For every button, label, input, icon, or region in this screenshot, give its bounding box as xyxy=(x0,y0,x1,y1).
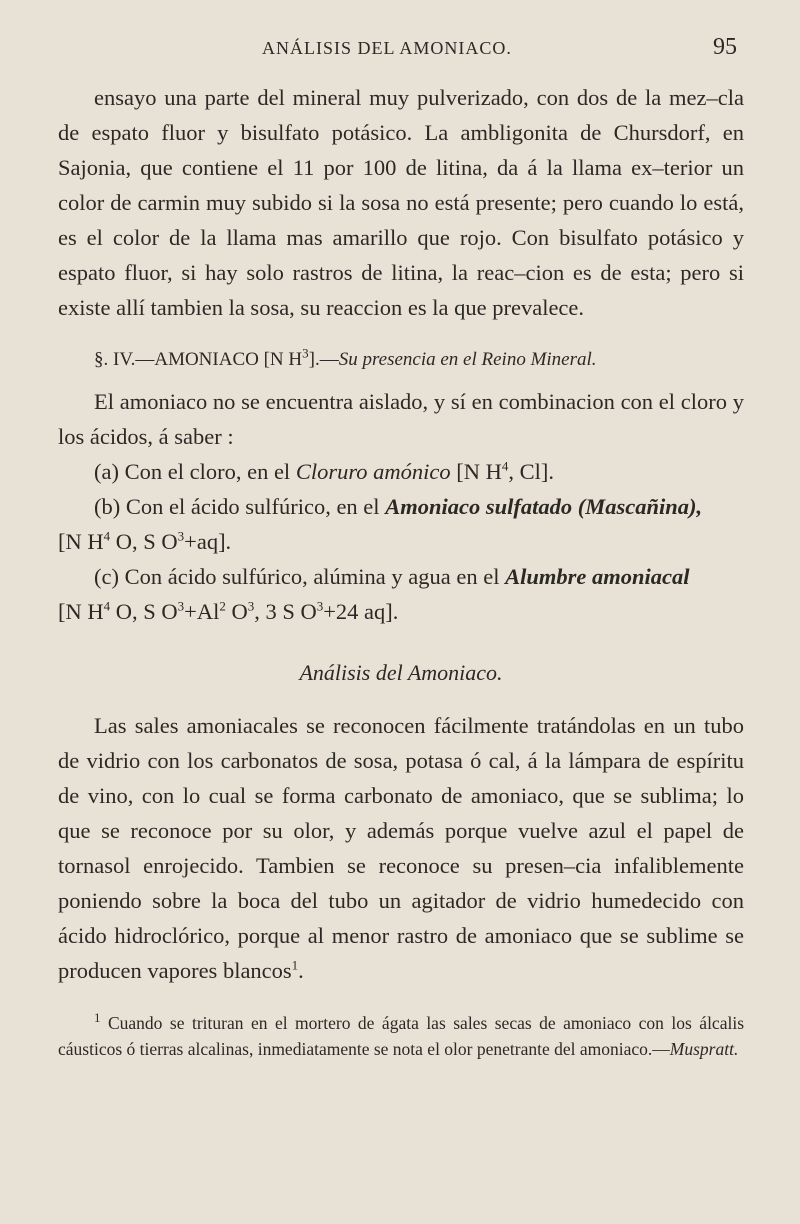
list-item-c: (c) Con ácido sulfúrico, alúmina y agua en el Alumbre amoniacal xyxy=(94,564,690,589)
list-item-c-formula: [N $H^4$ O, S $O^3+Al^2$ $O^3$, 3 S $O^3+24$ aq]. xyxy=(58,598,399,624)
analysis-paragraph: Las sales amoniacales se reconocen fácilmente tratándolas en un tubo de vidrio con los carbonatos de sosa, potasa ó cal, á la lámpara de espíritu de vino, con lo cual se forma carbonato de amoniaco, que se sublima; lo que se reconoce por su olor, y además porque vuelve azul el papel de tornasol enrojecido. Tambien se reconoce su presen–cia infaliblemente poniendo sobre la boca del tubo un agitador de vidrio humedecido con ácido hidroclórico, porque al menor rastro de amoniaco que se sublime se producen vapores blancos$^1$. xyxy=(58,713,744,983)
list-item-a: (a) Con el cloro, en el Cloruro amónico [N $H^4$, Cl]. xyxy=(94,458,555,484)
paragraph-litina: ensayo una parte del mineral muy pulverizado, con dos de la mez–cla de espato fluor y bisulfato potásico. La ambligonita de Chursdorf, en Sajonia, que contiene el 11 por 100 de litina, da á la llama ex–terior un color de carmin muy subido si la sosa no está presente; pero cuando lo está, es el color de la llama mas amarillo que rojo. Con bisulfato potásico y espato fluor, si hay solo rastros de litina, la reac–cion es de esta; pero si existe allí tambien la sosa, su reaccion es la que prevalece. xyxy=(58,85,744,320)
section-intro: El amoniaco no se encuentra aislado, y sí en combinacion con el cloro y los ácidos, á saber : xyxy=(58,389,744,449)
subtitle-analysis: Análisis del Amoniaco. xyxy=(299,660,503,685)
footnote-ref: 1 xyxy=(291,957,299,973)
section-heading: §. IV.—AMONIACO [N $H^3].—Su$ presencia en el Reino Mineral. xyxy=(94,345,597,370)
body-text xyxy=(58,80,744,1062)
footnote-author: Muspratt. xyxy=(669,1039,739,1059)
list-item-b: (b) Con el ácido sulfúrico, en el Amoniaco sulfatado (Mascañina), xyxy=(94,494,703,519)
running-head: ANÁLISIS DEL AMONIACO. xyxy=(262,38,512,58)
page-header xyxy=(0,34,800,64)
footnote: $^1$ Cuando se trituran en el mortero de ágata las sales secas de amoniaco con los álcalis cáusticos ó tierras alcalinas, inmediatamente se nota el olor penetrante del amoniaco.—Muspratt. xyxy=(58,1010,744,1059)
page-number: 95 xyxy=(713,34,737,60)
list-item-b-formula: [N $H^4$ O, S $O^3+aq$]. xyxy=(58,528,232,554)
